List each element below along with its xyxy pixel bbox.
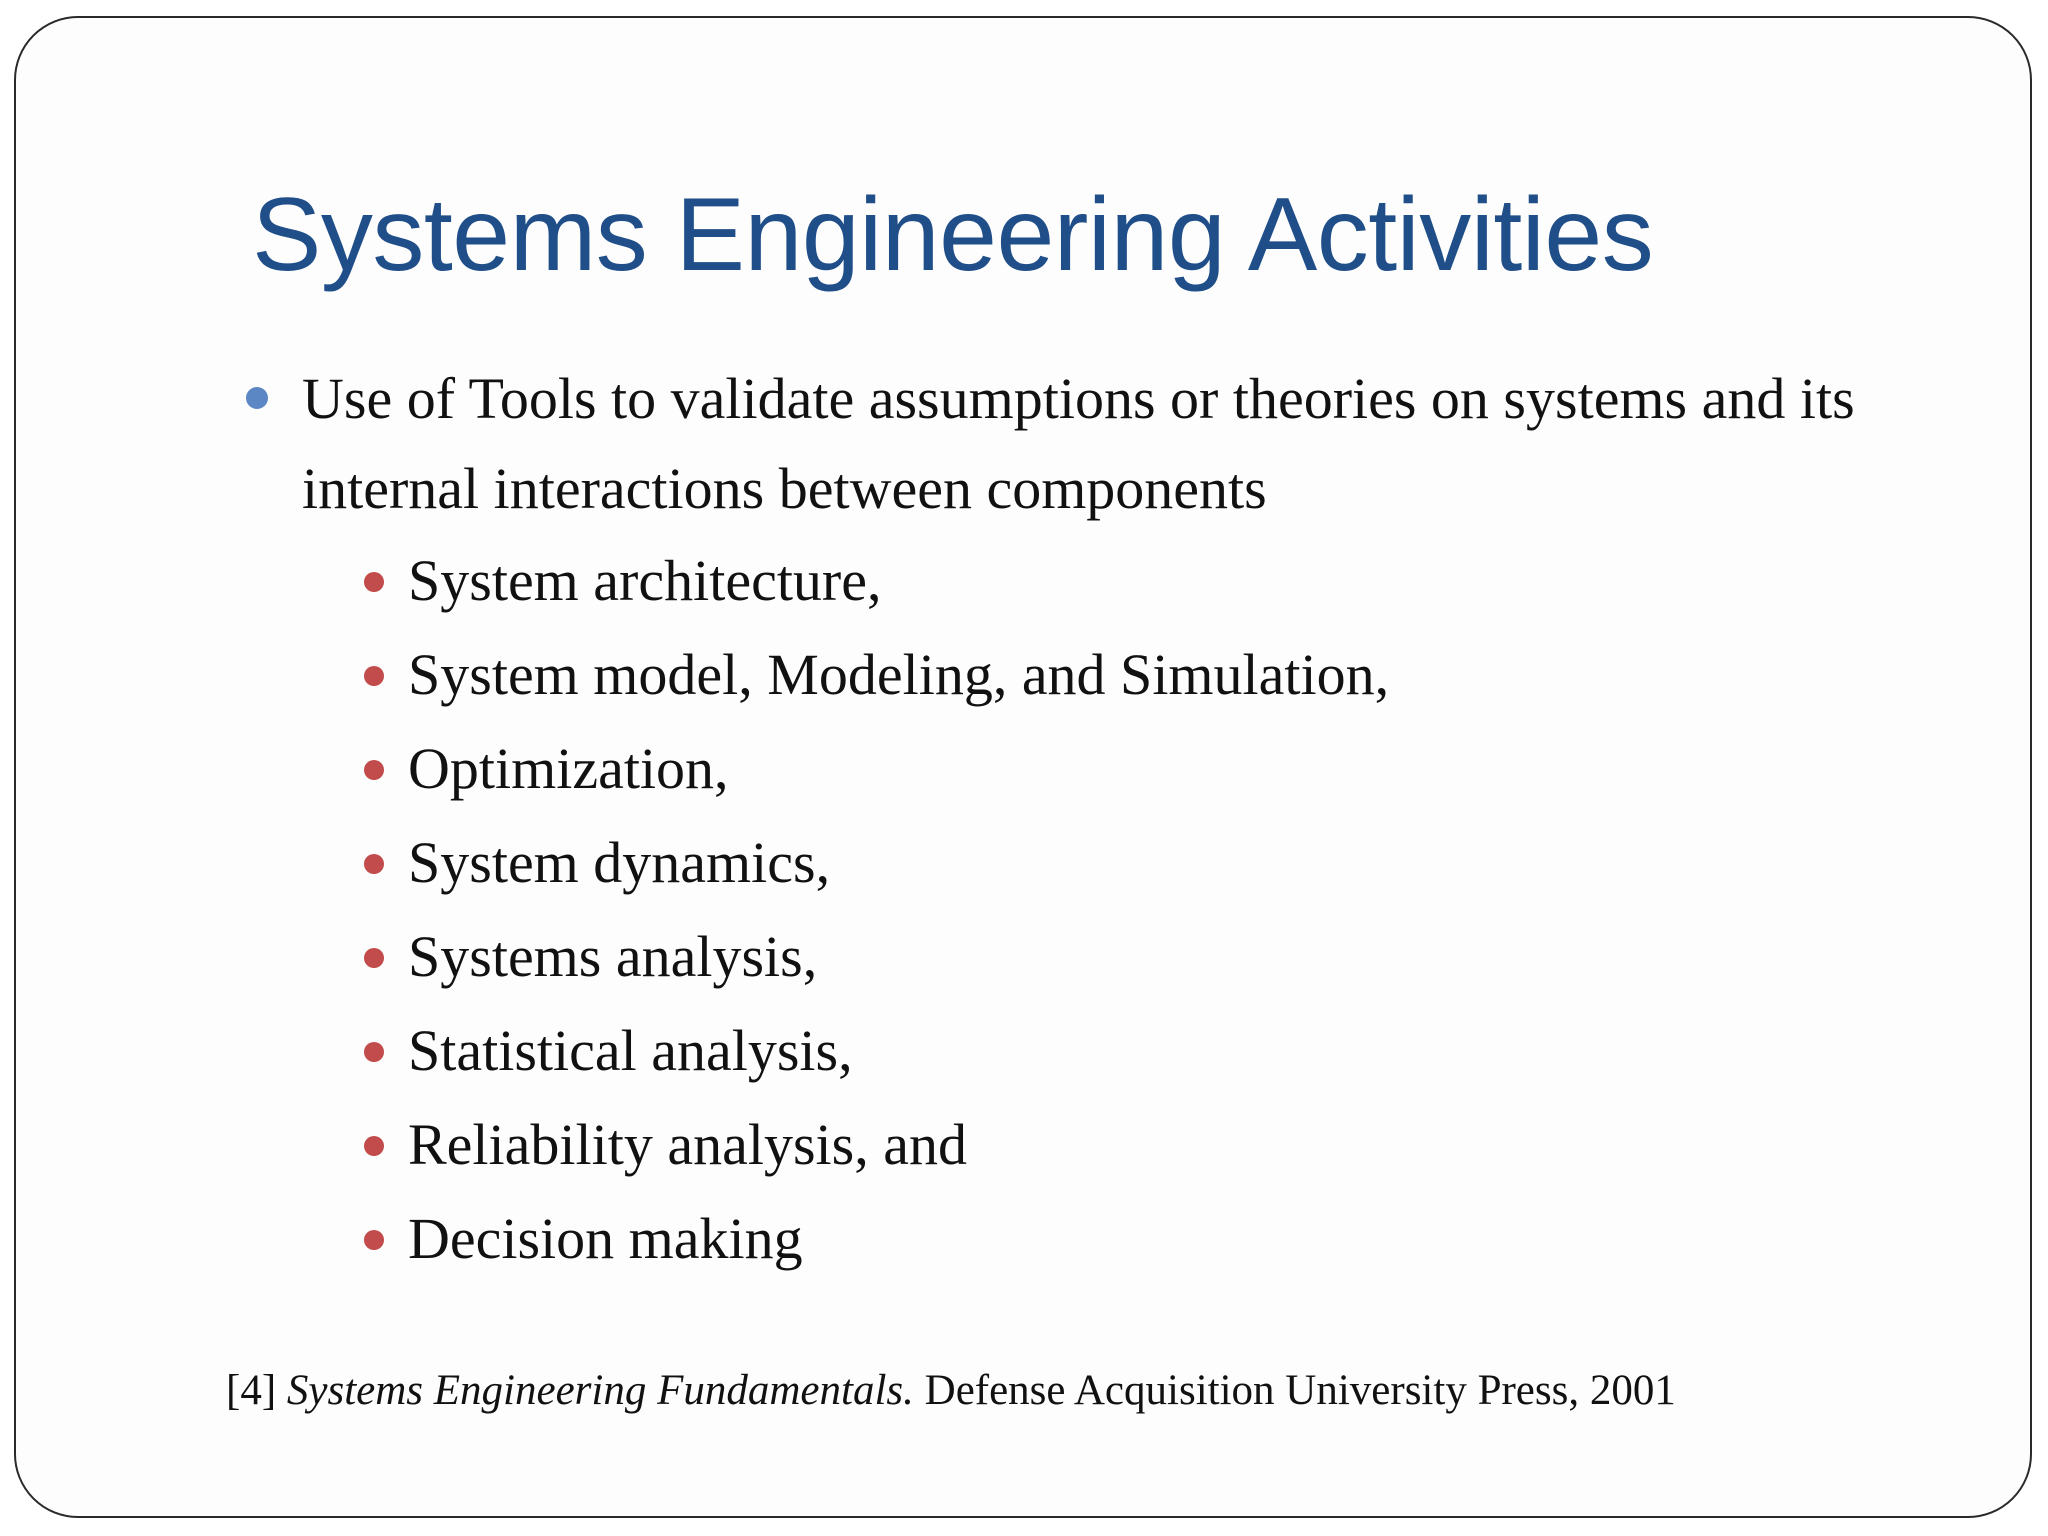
slide-title: Systems Engineering Activities: [252, 177, 1654, 293]
sub-bullet-item: [364, 1098, 1946, 1192]
red-bullet-icon: [364, 1136, 384, 1156]
sub-bullet-text: Systems analysis,: [408, 924, 818, 989]
sub-bullet-item: [364, 628, 1946, 722]
sub-bullet-text: System dynamics,: [408, 830, 831, 895]
slide-frame: [14, 16, 2032, 1518]
sub-bullet-item: [364, 722, 1946, 816]
reference-citation: [226, 1366, 1676, 1415]
main-bullet-item: [226, 354, 1946, 534]
red-bullet-icon: [364, 1042, 384, 1062]
red-bullet-icon: [364, 572, 384, 592]
red-bullet-icon: [364, 854, 384, 874]
sub-bullet-item: [364, 816, 1946, 910]
main-bullet-text: Use of Tools to validate assumptions or theories on systems and its internal interactions between components: [302, 366, 1855, 521]
red-bullet-icon: [364, 760, 384, 780]
sub-bullet-text: Statistical analysis,: [408, 1018, 853, 1083]
sub-bullet-item: [364, 534, 1946, 628]
sub-bullet-text: System model, Modeling, and Simulation,: [408, 642, 1390, 707]
red-bullet-icon: [364, 666, 384, 686]
sub-bullet-item: [364, 910, 1946, 1004]
red-bullet-icon: [364, 1230, 384, 1250]
sub-bullet-list: [226, 534, 1946, 1286]
sub-bullet-text: Optimization,: [408, 736, 729, 801]
sub-bullet-text: Reliability analysis, and: [408, 1112, 967, 1177]
blue-bullet-icon: [246, 387, 268, 409]
reference-title: Systems Engineering Fundamentals.: [286, 1367, 914, 1414]
sub-bullet-item: [364, 1192, 1946, 1286]
sub-bullet-text: System architecture,: [408, 548, 882, 613]
slide-body: [226, 354, 1946, 1286]
sub-bullet-item: [364, 1004, 1946, 1098]
reference-number: [4]: [226, 1367, 277, 1414]
reference-publisher: Defense Acquisition University Press, 2001: [924, 1367, 1676, 1414]
red-bullet-icon: [364, 948, 384, 968]
sub-bullet-text: Decision making: [408, 1206, 803, 1271]
